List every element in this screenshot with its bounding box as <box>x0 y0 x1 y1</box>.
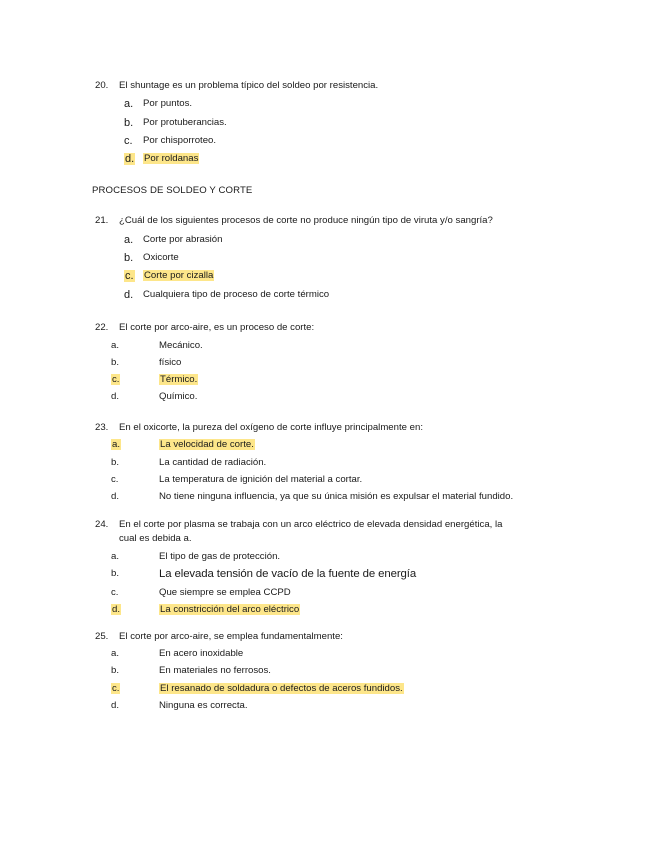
option-letter: a. <box>124 234 134 246</box>
question-text: El corte por arco-aire, es un proceso de corte: <box>119 322 315 333</box>
option-letter: c. <box>112 683 120 694</box>
option-text: La elevada tensión de vacío de la fuente de energía <box>159 568 417 580</box>
option-text: La temperatura de ignición del material a cortar. <box>159 474 363 485</box>
option-letter: b. <box>111 357 120 368</box>
question-21 <box>95 215 493 226</box>
option-text: Térmico. <box>160 374 198 385</box>
option-text: Cualquiera tipo de proceso de corte térmico <box>143 289 330 300</box>
option-letter: d. <box>125 153 135 165</box>
option-text: Ninguna es correcta. <box>159 700 248 711</box>
option-letter: d. <box>124 289 134 301</box>
option-letter: a. <box>111 340 120 351</box>
question-20 <box>95 80 378 91</box>
question-23 <box>95 422 423 433</box>
question-text: En el oxicorte, la pureza del oxígeno de corte influye principalmente en: <box>119 422 423 433</box>
question-22 <box>95 322 314 333</box>
question-number: 21. <box>95 215 109 226</box>
option-letter: c. <box>125 270 134 282</box>
question-number: 23. <box>95 422 109 433</box>
question-number: 24. <box>95 519 109 530</box>
question-text: El shuntage es un problema típico del soldeo por resistencia. <box>119 80 379 91</box>
option-text: Por roldanas <box>144 153 199 164</box>
option-letter: a. <box>111 648 120 659</box>
option-text: El tipo de gas de protección. <box>159 551 281 562</box>
option-text: La cantidad de radiación. <box>159 457 267 468</box>
option-text: Corte por abrasión <box>143 234 223 245</box>
option-text: No tiene ninguna influencia, ya que su única misión es expulsar el material fundido. <box>159 491 514 502</box>
option-letter: c. <box>124 135 133 147</box>
option-letter: b. <box>111 457 120 468</box>
option-letter: d. <box>111 700 120 711</box>
option-letter: b. <box>124 252 134 264</box>
question-text-line1: En el corte por plasma se trabaja con un arco eléctrico de elevada densidad energética, la <box>119 519 503 530</box>
option-text: En materiales no ferrosos. <box>159 665 271 676</box>
option-text: Químico. <box>159 391 198 402</box>
option-letter: a. <box>124 98 134 110</box>
option-letter: d. <box>111 391 120 402</box>
option-letter: b. <box>111 665 120 676</box>
option-text: Por chisporroteo. <box>143 135 217 146</box>
question-number: 22. <box>95 322 109 333</box>
question-24-line2: cual es debida a. <box>119 533 192 544</box>
option-text: En acero inoxidable <box>159 648 244 659</box>
question-24 <box>95 519 502 530</box>
section-title: PROCESOS DE SOLDEO Y CORTE <box>92 185 253 196</box>
option-letter: b. <box>124 117 134 129</box>
question-25 <box>95 631 343 642</box>
question-text: El corte por arco-aire, se emplea fundamentalmente: <box>119 631 343 642</box>
question-text: ¿Cuál de los siguientes procesos de corte no produce ningún tipo de viruta y/o sangría? <box>119 215 493 226</box>
option-letter: c. <box>111 474 119 485</box>
option-letter: b. <box>111 568 120 579</box>
option-text: Corte por cizalla <box>144 270 214 281</box>
option-text: La constricción del arco eléctrico <box>160 604 300 615</box>
option-text: Oxicorte <box>143 252 179 263</box>
option-text: Que siempre se emplea CCPD <box>159 587 291 598</box>
question-number: 25. <box>95 631 109 642</box>
option-text: El resanado de soldadura o defectos de aceros fundidos. <box>160 683 403 694</box>
option-letter: d. <box>111 491 120 502</box>
question-number: 20. <box>95 80 109 91</box>
option-text: La velocidad de corte. <box>160 439 254 450</box>
option-letter: c. <box>111 587 119 598</box>
option-letter: a. <box>112 439 121 450</box>
option-letter: d. <box>112 604 121 615</box>
option-text: Por protuberancias. <box>143 117 227 128</box>
option-text: Por puntos. <box>143 98 193 109</box>
option-letter: a. <box>111 551 120 562</box>
option-text: físico <box>159 357 182 368</box>
option-text: Mecánico. <box>159 340 203 351</box>
option-letter: c. <box>112 374 120 385</box>
